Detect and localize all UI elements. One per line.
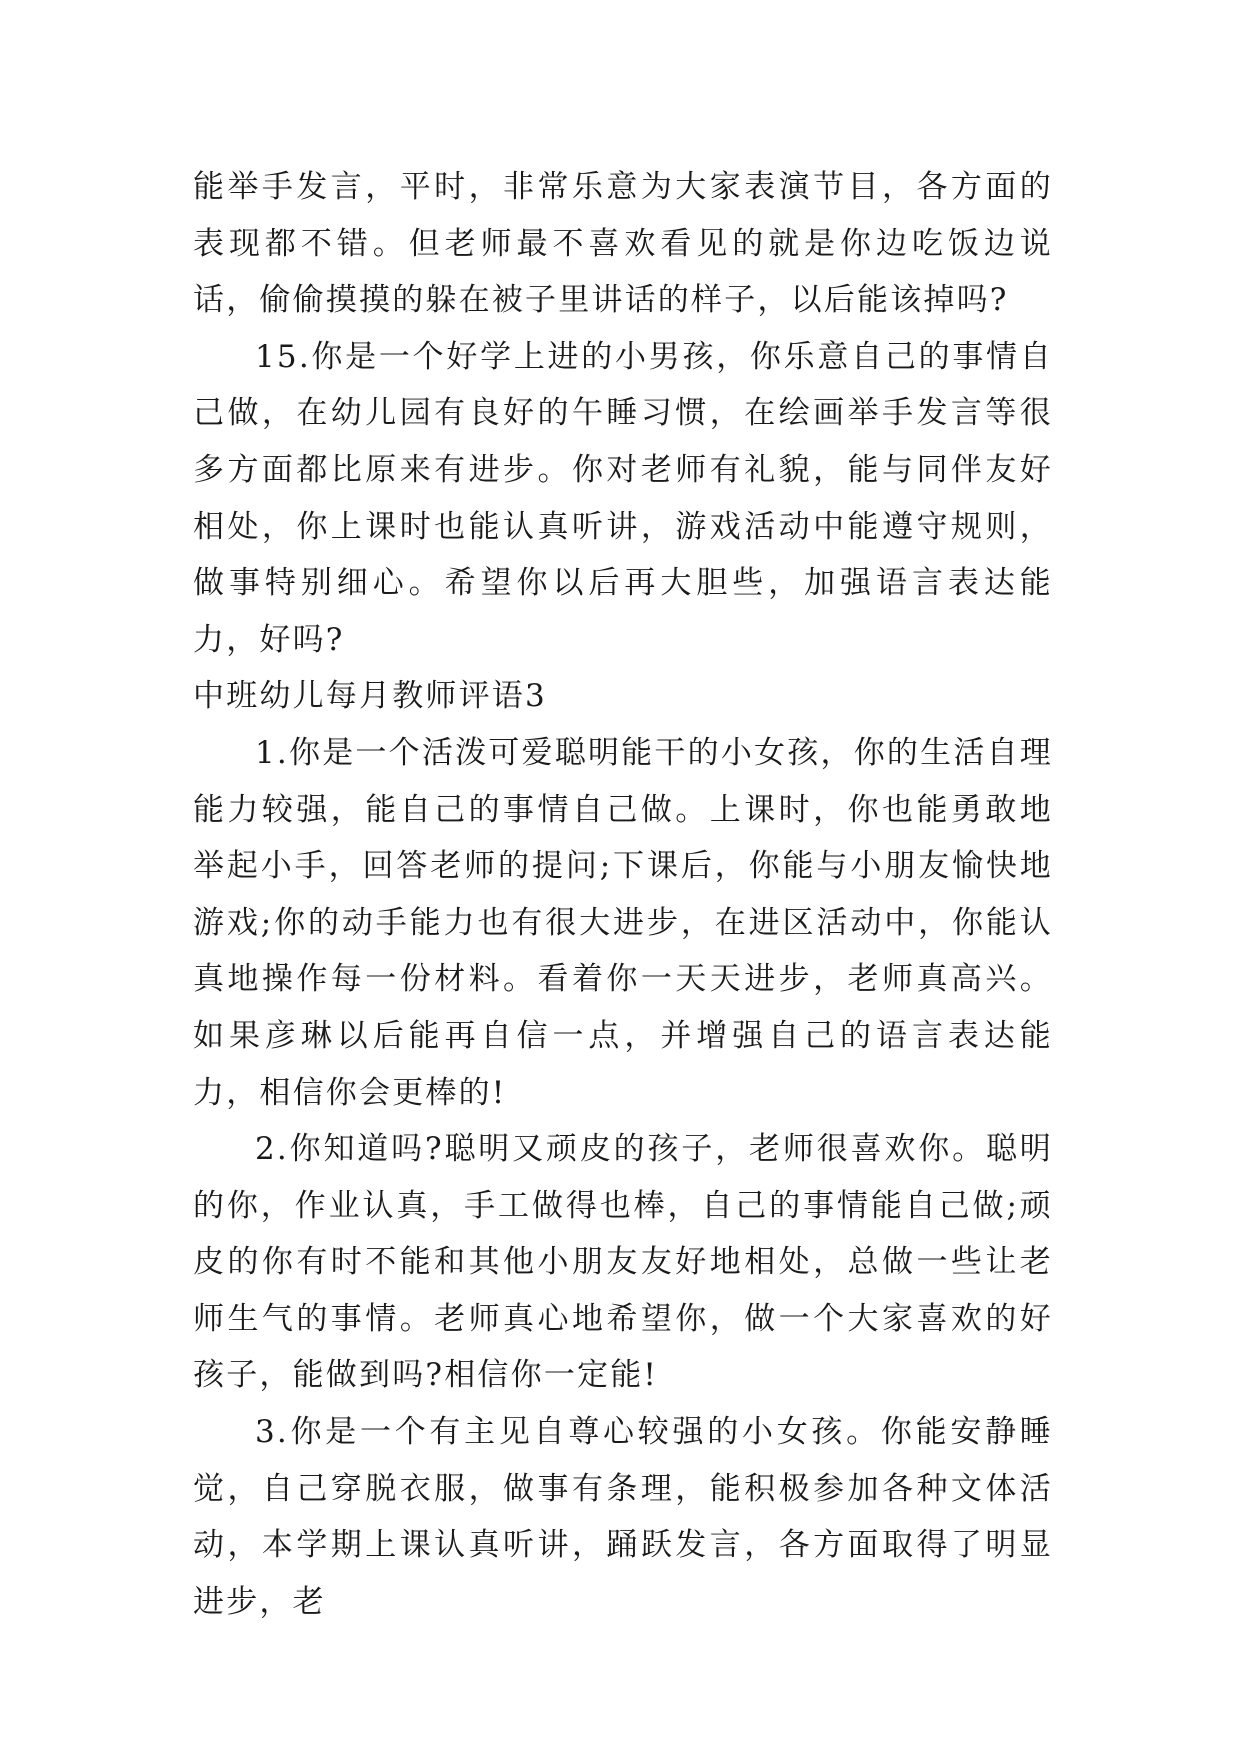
paragraph-2: 2.你知道吗?聪明又顽皮的孩子，老师很喜欢你。聪明的你，作业认真，手工做得也棒，自己的事情能自己做;顽皮的你有时不能和其他小朋友友好地相处，总做一些让老师生气的事情。老师真心地希望你，做一个大家喜欢的好孩子，能做到吗?相信你一定能! — [193, 1131, 1053, 1394]
document-body — [193, 159, 1053, 1630]
continuation-paragraph: 能举手发言，平时，非常乐意为大家表演节目，各方面的表现都不错。但老师最不喜欢看见的就是你边吃饭边说话，偷偷摸摸的躲在被子里讲话的样子，以后能该掉吗? — [193, 169, 1053, 319]
paragraph-1: 1.你是一个活泼可爱聪明能干的小女孩，你的生活自理能力较强，能自己的事情自己做。上课时，你也能勇敢地举起小手，回答老师的提问;下课后，你能与小朋友愉快地游戏;你的动手能力也有很大进步，在进区活动中，你能认真地操作每一份材料。看着你一天天进步，老师真高兴。如果彦琳以后能再自信一点，并增强自己的语言表达能力，相信你会更棒的! — [193, 734, 1053, 1111]
paragraph-3: 3.你是一个有主见自尊心较强的小女孩。你能安静睡觉，自己穿脱衣服，做事有条理，能积极参加各种文体活动，本学期上课认真听讲，踊跃发言，各方面取得了明显进步，老 — [193, 1414, 1053, 1620]
paragraph-15: 15.你是一个好学上进的小男孩，你乐意自己的事情自己做，在幼儿园有良好的午睡习惯，在绘画举手发言等很多方面都比原来有进步。你对老师有礼貌，能与同伴友好相处，你上课时也能认真听讲，游戏活动中能遵守规则，做事特别细心。希望你以后再大胆些，加强语言表达能力，好吗? — [193, 338, 1053, 658]
section-heading: 中班幼儿每月教师评语3 — [193, 678, 547, 715]
